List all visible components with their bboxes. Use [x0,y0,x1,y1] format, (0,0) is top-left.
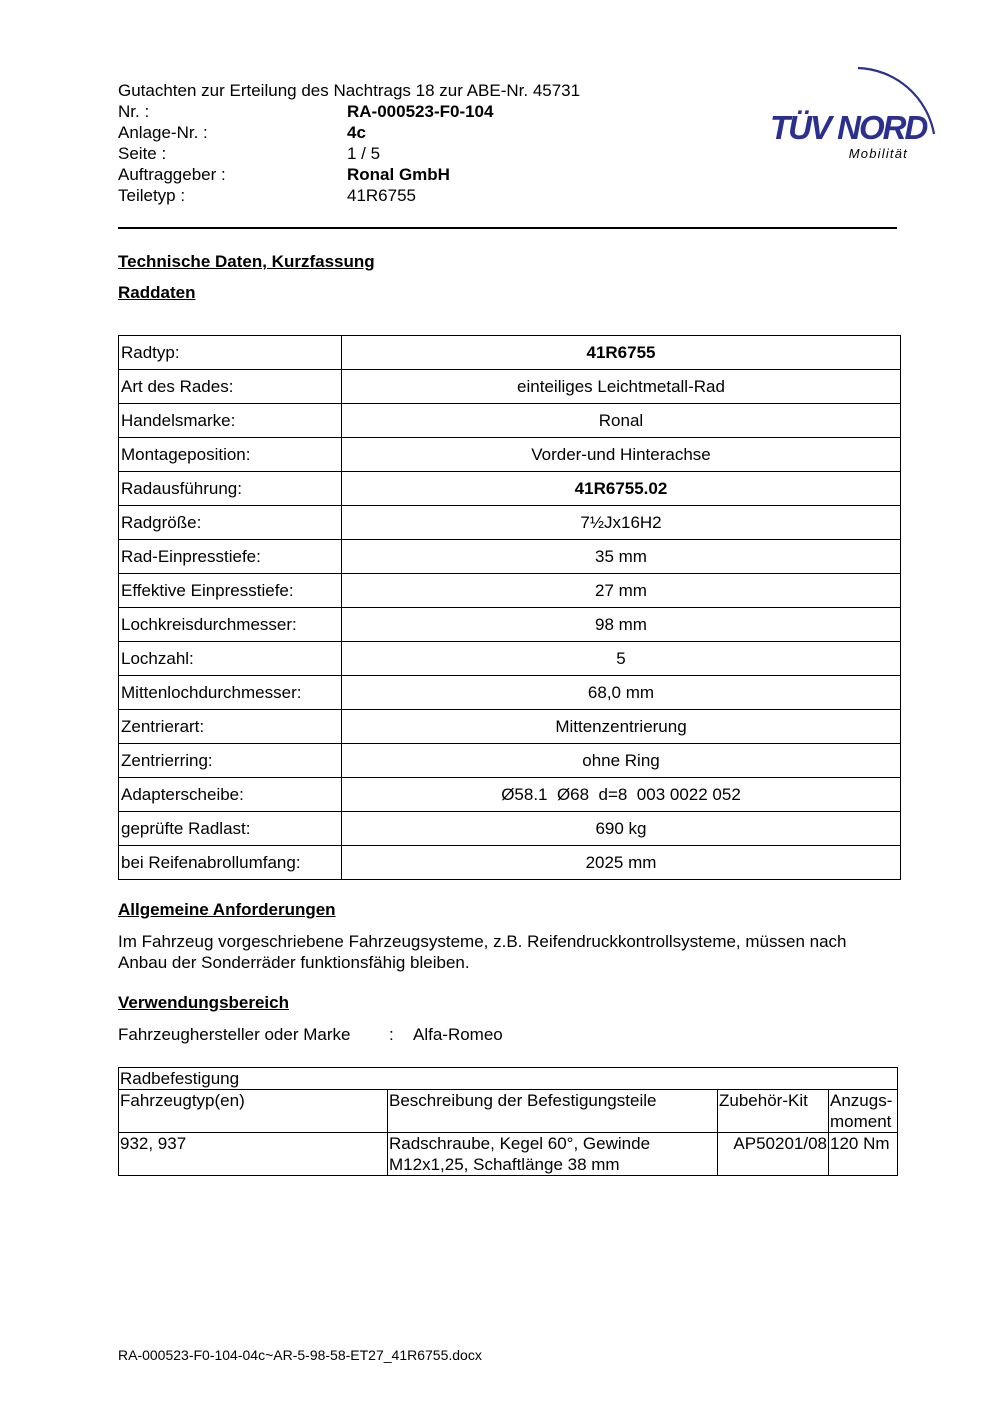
raddaten-value: 2025 mm [342,846,901,880]
cell-anzugsmoment: 120 Nm [829,1133,898,1176]
raddaten-label: Montageposition: [119,438,342,472]
table-row [119,676,901,710]
meta-value: 41R6755 [347,186,417,205]
raddaten-label: Handelsmarke: [119,404,342,438]
meta-label: Auftraggeber : [118,165,226,184]
raddaten-value: 35 mm [342,540,901,574]
raddaten-label: Radtyp: [119,336,342,370]
table-row [119,846,901,880]
verwendung-colon: : [389,1025,394,1044]
meta-row-teiletyp [118,185,580,206]
report-title: Gutachten zur Erteilung des Nachtrags 18 zur ABE-Nr. 45731 [118,81,581,100]
raddaten-label: Radausführung: [119,472,342,506]
raddaten-label: Adapterscheibe: [119,778,342,812]
raddaten-label: Lochkreisdurchmesser: [119,608,342,642]
radbefestigung-title: Radbefestigung [119,1068,898,1090]
table-row [119,744,901,778]
tuv-nord-logo [768,60,948,170]
meta-value: Ronal GmbH [347,165,450,184]
raddaten-value: Ronal [342,404,901,438]
raddaten-label: Lochzahl: [119,642,342,676]
raddaten-value: 7½Jx16H2 [342,506,901,540]
raddaten-value: Vorder-und Hinterachse [342,438,901,472]
logo-brand: TÜV NORD [770,109,927,146]
header-anzugsmoment [829,1090,898,1133]
table-row [119,608,901,642]
logo-subtitle: Mobilität [848,146,908,161]
table-row [119,778,901,812]
verwendung-value: Alfa-Romeo [413,1025,503,1044]
footer-filename: RA-000523-F0-104-04c~AR-5-98-58-ET27_41R6755.docx [118,1347,482,1363]
table-row [119,710,901,744]
raddaten-value: 690 kg [342,812,901,846]
meta-value: 4c [347,123,366,142]
meta-label: Teiletyp : [118,186,186,205]
beschreibung-line-2: M12x1,25, Schaftlänge 38 mm [389,1155,620,1174]
meta-label: Nr. : [118,102,150,121]
table-row [119,812,901,846]
beschreibung-line-1: Radschraube, Kegel 60°, Gewinde [389,1134,651,1153]
heading-technische-daten: Technische Daten, Kurzfassung [118,252,375,271]
document-header [118,80,580,206]
cell-fahrzeugtyp: 932, 937 [119,1133,388,1176]
raddaten-label: Mittenlochdurchmesser: [119,676,342,710]
heading-allgemeine-anforderungen: Allgemeine Anforderungen [118,900,336,919]
meta-label: Anlage-Nr. : [118,123,208,142]
cell-zubehoer-kit: AP50201/08 [718,1133,829,1176]
raddaten-value: 27 mm [342,574,901,608]
table-row [119,506,901,540]
meta-row-anlage [118,122,580,143]
header-zubehoer-kit: Zubehör-Kit [718,1090,829,1133]
header-fahrzeugtyp: Fahrzeugtyp(en) [119,1090,388,1133]
table-row [119,472,901,506]
header-anzugsmoment-line-2: moment [830,1112,892,1131]
raddaten-label: Art des Rades: [119,370,342,404]
raddaten-value: 41R6755 [342,336,901,370]
raddaten-value: 41R6755.02 [342,472,901,506]
raddaten-value: 68,0 mm [342,676,901,710]
table-row [119,642,901,676]
raddaten-value: Ø58.1 Ø68 d=8 003 0022 052 [342,778,901,812]
meta-row-seite [118,143,580,164]
table-row [119,574,901,608]
meta-label: Seite : [118,144,167,163]
meta-value: 1 / 5 [347,144,381,163]
table-row [119,540,901,574]
raddaten-label: geprüfte Radlast: [119,812,342,846]
table-row [119,438,901,472]
meta-value: RA-000523-F0-104 [347,102,494,121]
table-row [119,370,901,404]
raddaten-label: Zentrierring: [119,744,342,778]
heading-raddaten: Raddaten [118,283,196,302]
verwendung-row [118,1024,503,1045]
header-anzugsmoment-line-1: Anzugs- [830,1091,893,1110]
header-beschreibung: Beschreibung der Befestigungsteile [388,1090,718,1133]
raddaten-value: einteiliges Leichtmetall-Rad [342,370,901,404]
radbefestigung-table [118,1067,898,1176]
raddaten-label: Effektive Einpresstiefe: [119,574,342,608]
raddaten-label: Radgröße: [119,506,342,540]
raddaten-value: 98 mm [342,608,901,642]
raddaten-value: Mittenzentrierung [342,710,901,744]
raddaten-value: 5 [342,642,901,676]
header-divider [118,227,897,229]
raddaten-value: ohne Ring [342,744,901,778]
table-row [119,336,901,370]
table-title-row [119,1068,898,1090]
meta-row-nr [118,101,580,122]
allgemeine-text: Im Fahrzeug vorgeschriebene Fahrzeugsysteme, z.B. Reifendruckkontrollsysteme, müssen nach Anbau der Sonderräder funktionsfähig bleiben. [118,932,847,972]
cell-beschreibung [388,1133,718,1176]
raddaten-label: Zentrierart: [119,710,342,744]
table-header-row [119,1090,898,1133]
heading-verwendungsbereich: Verwendungsbereich [118,993,289,1012]
verwendung-label: Fahrzeughersteller oder Marke [118,1025,351,1044]
table-row [119,404,901,438]
raddaten-table [118,335,901,880]
table-row [119,1133,898,1176]
meta-row-auftraggeber [118,164,580,185]
raddaten-label: Rad-Einpresstiefe: [119,540,342,574]
raddaten-label: bei Reifenabrollumfang: [119,846,342,880]
